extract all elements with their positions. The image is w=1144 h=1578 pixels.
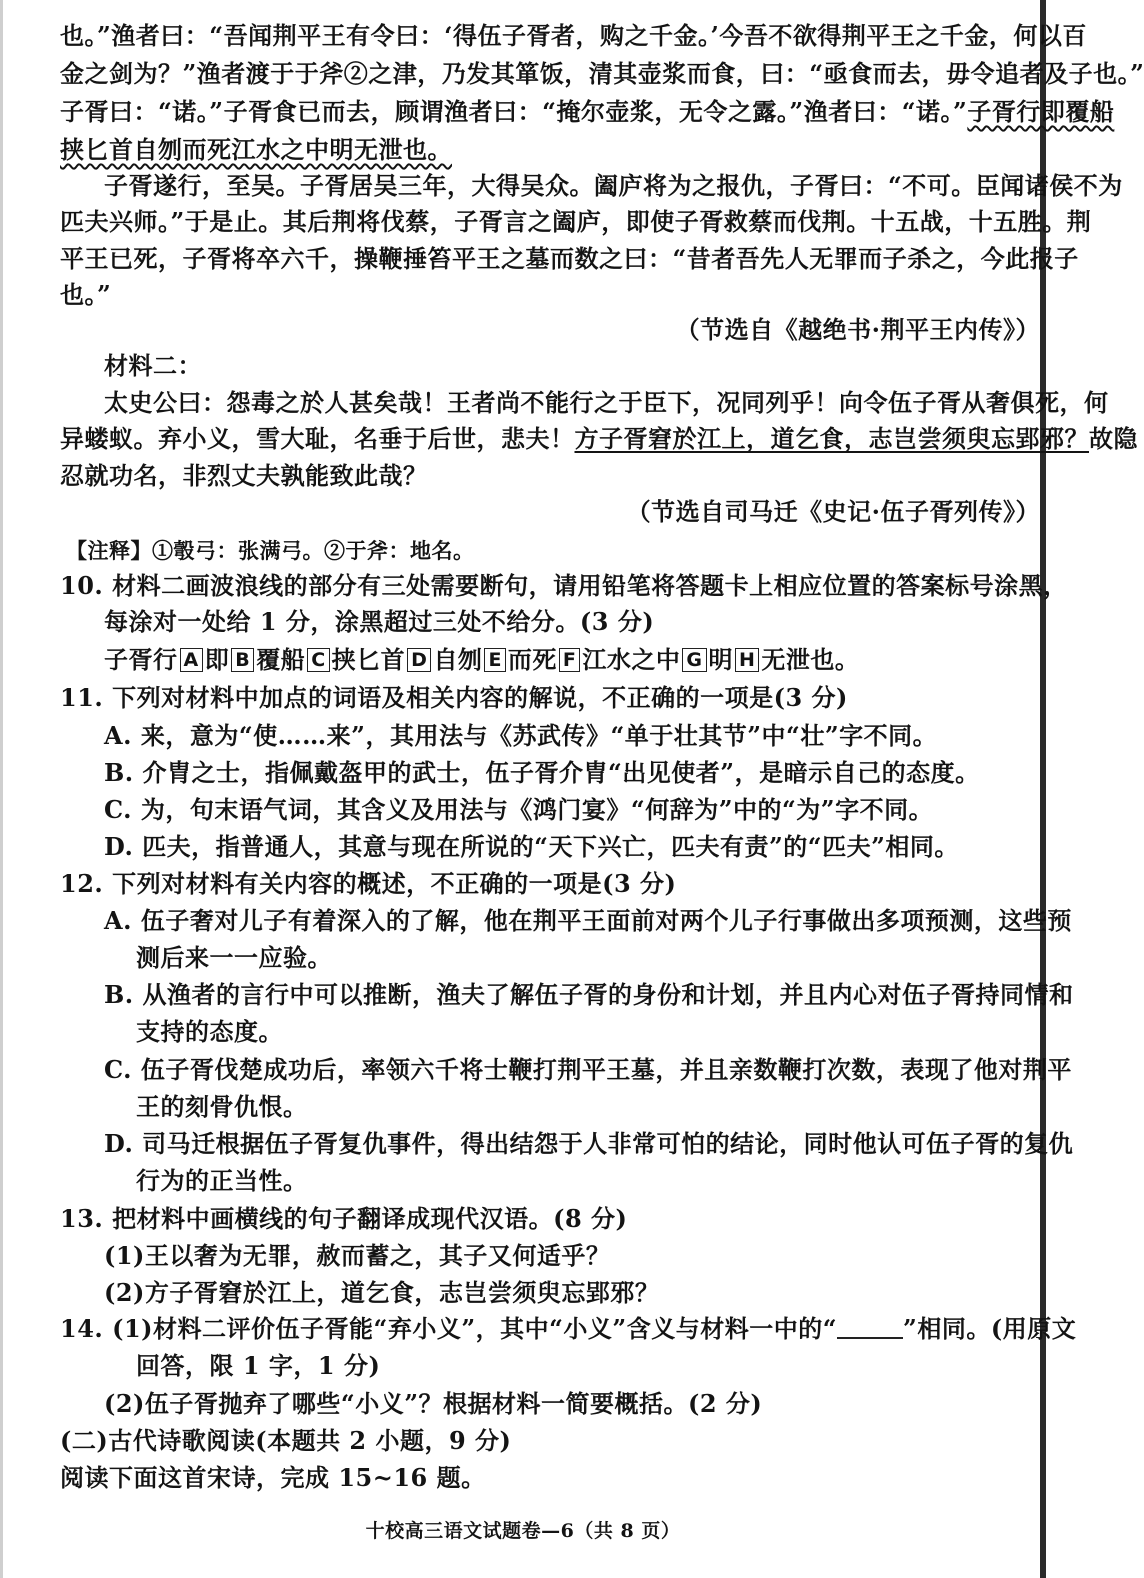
q10-option-e[interactable]: E [484, 648, 505, 672]
underlined-sentence-2: 方子胥窘於江上，道乞食，志岂尝须臾忘郢邪？ [574, 424, 1089, 453]
q10-option-h[interactable]: H [735, 648, 759, 672]
section2-heading: (二)古代诗歌阅读(本题共 2 小题，9 分) [60, 1426, 512, 1455]
material1-line-3-text: 子胥曰：“诺。”子胥食已而去，顾谓渔者曰：“掩尔壶浆，无令之露。”渔者曰：“诺。” [60, 97, 968, 126]
q14-part-1-text-b: ”相同。(用原文 [903, 1314, 1077, 1343]
material2-line-3: 忍就功名，非烈丈夫孰能致此哉？ [60, 461, 428, 490]
section2-intro: 阅读下面这首宋诗，完成 15~16 题。 [60, 1463, 486, 1492]
q12-option-c-1: C. 伍子胥伐楚成功后，率领六千将士鞭打荆平王墓，并且亲数鞭打次数，表现了他对荆平 [104, 1055, 1072, 1084]
q10-stem-1: 10. 材料二画波浪线的部分有三处需要断句，请用铅笔将答题卡上相应位置的答案标号涂黑， [60, 571, 1068, 600]
q10-segment: 而死 [507, 645, 557, 674]
q10-segment: 江水之中 [582, 645, 681, 674]
material2-line-2-tail: 故隐 [1089, 424, 1138, 453]
q10-option-c[interactable]: C [307, 648, 329, 672]
q12-stem: 12. 下列对材料有关内容的概述，不正确的一项是(3 分) [60, 869, 677, 898]
q10-option-b[interactable]: B [231, 648, 254, 672]
material2-line-2-text: 异蝼蚁。弃小义，雪大耻，名垂于后世，悲夫！ [60, 424, 575, 453]
wavy-sentence-part-2: 挟匕首自刎而死江水之中明无泄也。 [60, 135, 452, 164]
q14-part-1-cont: 回答，限 1 字，1 分) [136, 1351, 381, 1380]
notes: 【注释】①彀弓：张满弓。②于斧：地名。 [66, 538, 475, 563]
material1-line-5: 子胥遂行，至吴。子胥居吴三年，大得吴众。阖庐将为之报仇，子胥曰：“不可。臣闻诸侯不为 [104, 171, 1123, 200]
q13-sentence-2: (2)方子胥窘於江上，道乞食，志岂尝须臾忘郢邪？ [104, 1278, 660, 1307]
material2-source: （节选自司马迁《史记·伍子胥列传》） [626, 497, 1040, 526]
material2-line-2 [60, 423, 1138, 455]
q10-segment: 挟匕首 [331, 645, 406, 674]
q10-option-d[interactable]: D [407, 648, 431, 672]
q12-option-d-1: D. 司马迁根据伍子胥复仇事件，得出结怨于人非常可怕的结论，同时他认可伍子胥的复仇 [104, 1129, 1074, 1158]
q10-segmentation-row [104, 644, 859, 676]
material1-line-1: 也。”渔者曰：“吾闻荆平王有令曰：‘得伍子胥者，购之千金。’今吾不欲得荆平王之千金，何以百 [60, 21, 1087, 50]
material1-source: （节选自《越绝书·荆平王内传》） [675, 315, 1040, 344]
q10-segment: 子胥行 [104, 645, 178, 674]
material1-line-2: 金之剑为？”渔者渡于于斧②之津，乃发其箪饭，清其壶浆而食，曰：“亟食而去，毋令追者及子也。” [60, 59, 1144, 88]
material1-line-3 [60, 96, 1114, 128]
q12-option-a-2: 测后来一一应验。 [136, 943, 332, 972]
material2-heading: 材料二： [104, 351, 202, 380]
q14-part-1-text-a: 14. (1)材料二评价伍子胥能“弃小义”，其中“小义”含义与材料一中的“ [60, 1314, 838, 1343]
q10-option-g[interactable]: G [682, 648, 706, 672]
wavy-sentence-part-1: 子胥行即覆船 [967, 97, 1115, 126]
q10-segment: 自刎 [433, 645, 483, 674]
q11-option-d: D. 匹夫，指普通人，其意与现在所说的“天下兴亡，匹夫有责”的“匹夫”相同。 [104, 832, 959, 861]
material1-line-7: 平王已死，子胥将卒六千，操鞭捶笞平王之墓而数之曰：“昔者吾先人无罪而子杀之，今此报子 [60, 244, 1079, 273]
q14-answer-blank[interactable] [837, 1315, 903, 1339]
q14-part-2: (2)伍子胥抛弃了哪些“小义”？根据材料一简要概括。(2 分) [104, 1389, 763, 1418]
q11-option-b: B. 介胄之士，指佩戴盔甲的武士，伍子胥介胄“出见使者”，是暗示自己的态度。 [104, 758, 980, 787]
q10-segment: 无泄也。 [761, 645, 860, 674]
q11-option-c: C. 为，句末语气词，其含义及用法与《鸿门宴》“何辞为”中的“为”字不同。 [104, 795, 934, 824]
q11-option-a: A. 来，意为“使……来”，其用法与《苏武传》“单于壮其节”中“壮”字不同。 [104, 721, 938, 750]
q10-option-a[interactable]: A [180, 648, 203, 672]
q10-option-f[interactable]: F [559, 648, 580, 672]
material2-line-1: 太史公曰：怨毒之於人甚矣哉！王者尚不能行之于臣下，况同列乎！向令伍子胥从奢俱死，何 [104, 388, 1109, 417]
q11-stem: 11. 下列对材料中加点的词语及相关内容的解说，不正确的一项是(3 分) [60, 683, 848, 712]
material1-line-8: 也。” [60, 280, 112, 309]
q12-option-b-2: 支持的态度。 [136, 1017, 283, 1046]
q10-segment: 即 [204, 645, 230, 674]
q13-sentence-1: (1)王以奢为无罪，赦而蓄之，其子又何适乎？ [104, 1241, 611, 1270]
q13-stem: 13. 把材料中画横线的句子翻译成现代汉语。(8 分) [60, 1204, 628, 1233]
q12-option-b-1: B. 从渔者的言行中可以推断，渔夫了解伍子胥的身份和计划，并且内心对伍子胥持同情和 [104, 980, 1074, 1009]
q12-option-c-2: 王的刻骨仇恨。 [136, 1092, 308, 1121]
material1-line-6: 匹夫兴师。”于是止。其后荆将伐蔡，子胥言之阖庐，即使子胥救蔡而伐荆。十五战，十五胜。荆 [60, 207, 1092, 236]
scan-edge-left [0, 0, 3, 1578]
q10-segment: 明 [708, 645, 734, 674]
page-footer: 十校高三语文试题卷—6（共 8 页） [365, 1520, 681, 1542]
q10-segment: 覆船 [256, 645, 306, 674]
q14-part-1 [60, 1313, 1076, 1345]
q10-stem-2: 每涂对一处给 1 分，涂黑超过三处不给分。(3 分) [104, 607, 655, 636]
q12-option-a-1: A. 伍子奢对儿子有着深入的了解，他在荆平王面前对两个儿子行事做出多项预测，这些预 [104, 906, 1072, 935]
material1-line-4 [60, 134, 452, 166]
q12-option-d-2: 行为的正当性。 [136, 1166, 308, 1195]
